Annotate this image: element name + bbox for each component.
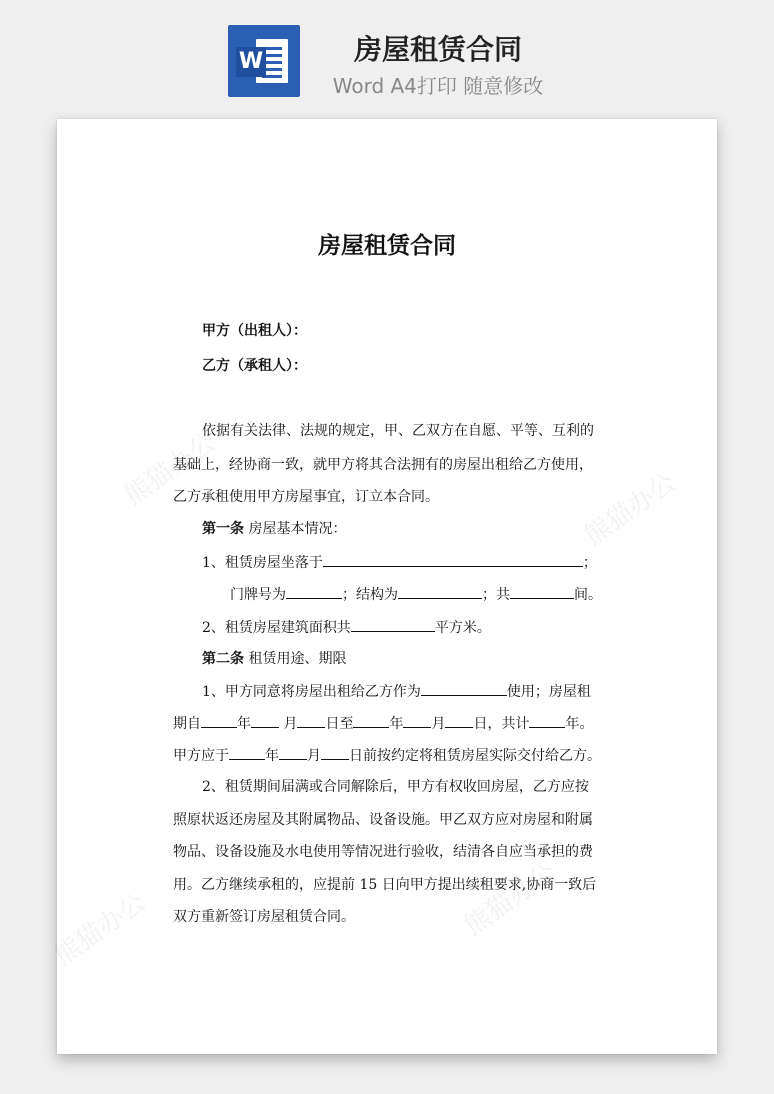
article-1-heading — [202, 519, 346, 539]
header — [0, 0, 774, 110]
text: 1、甲方同意将房屋出租给乙方作为 — [202, 684, 421, 700]
a2-item2-line: 用。乙方继续承租的，应提前 15 日向甲方提出续租要求,协商一致后 — [173, 877, 597, 893]
blank-year[interactable] — [229, 745, 265, 760]
text: 年 — [237, 716, 251, 732]
a1-item1 — [202, 552, 597, 573]
text: 平方米。 — [434, 620, 491, 636]
blank-month[interactable] — [403, 713, 431, 728]
blank-month[interactable] — [251, 713, 279, 728]
a2-item1-line1 — [202, 681, 591, 702]
text: 年 — [265, 748, 279, 764]
document-title: 房屋租赁合同 — [318, 232, 456, 259]
text: 日，共计 — [473, 716, 530, 732]
watermark: 熊猫办公 — [49, 887, 152, 972]
text: 2、租赁房屋建筑面积共 — [202, 620, 351, 636]
a2-item2-line: 2、租赁期间届满或合同解除后，甲方有权收回房屋，乙方应按 — [202, 779, 589, 795]
blank-house-number[interactable] — [286, 584, 342, 599]
watermark: 熊猫办公 — [459, 857, 562, 942]
text: 期自 — [173, 716, 201, 732]
header-subtitle: Word A4打印 随意修改 — [332, 74, 544, 98]
intro-line: 基础上，经协商一致，就甲方将其合法拥有的房屋出租给乙方使用， — [173, 457, 593, 473]
blank-address[interactable] — [323, 552, 583, 567]
a1-item1-prefix: 1、租赁房屋坐落于 — [202, 555, 323, 571]
blank-year[interactable] — [353, 713, 389, 728]
header-title: 房屋租赁合同 — [353, 33, 522, 66]
a2-item2-line: 照原状返还房屋及其附属物品、设备设施。甲乙双方应对房屋和附属 — [173, 812, 593, 828]
blank-area[interactable] — [351, 617, 435, 632]
article-1-label: 第一条 — [202, 521, 244, 537]
watermark: 熊猫办公 — [579, 467, 682, 552]
text: 使用；房屋租 — [506, 684, 591, 700]
party-a: 甲方（出租人）： — [202, 323, 307, 339]
blank-day[interactable] — [297, 713, 325, 728]
a2-item2-line: 双方重新签订房屋租赁合同。 — [173, 909, 355, 925]
party-b: 乙方（承租人）： — [202, 358, 307, 374]
article-2-label: 第二条 — [202, 651, 244, 667]
text: 间。 — [574, 587, 602, 603]
word-letter: W — [236, 47, 266, 77]
a1-item1b — [230, 584, 602, 605]
word-icon — [228, 25, 300, 97]
intro-line: 乙方承租使用甲方房屋事宜，订立本合同。 — [173, 489, 439, 505]
article-2-heading — [202, 649, 346, 669]
text: 日至 — [325, 716, 354, 732]
intro-line: 依据有关法律、法规的规定，甲、乙双方在自愿、平等、互利的 — [202, 423, 594, 439]
text: 月 — [307, 748, 321, 764]
blank-rooms[interactable] — [510, 584, 574, 599]
a1-item2 — [202, 617, 491, 638]
text: 甲方应于 — [173, 748, 229, 764]
article-1-title: 房屋基本情况： — [248, 521, 347, 537]
text: 年 — [389, 716, 404, 732]
text: ；共 — [482, 587, 510, 603]
text: ；结构为 — [342, 587, 398, 603]
text: 门牌号为 — [230, 587, 286, 603]
text: 日前按约定将租赁房屋实际交付给乙方。 — [349, 748, 601, 764]
blank-day[interactable] — [445, 713, 473, 728]
text: 月 — [431, 716, 446, 732]
text: 年。 — [565, 716, 594, 732]
blank-year[interactable] — [201, 713, 237, 728]
text: 月 — [283, 716, 298, 732]
article-2-title: 租赁用途、期限 — [248, 651, 347, 667]
a2-item2-line: 物品、设备设施及水电使用等情况进行验收，结清各自应当承担的费 — [173, 844, 593, 860]
blank-day[interactable] — [321, 745, 349, 760]
blank-years-total[interactable] — [529, 713, 565, 728]
blank-usage[interactable] — [421, 681, 507, 696]
watermark: 熊猫办公 — [119, 427, 222, 512]
document-page — [49, 119, 717, 1054]
blank-structure[interactable] — [398, 584, 482, 599]
a2-item1-line2 — [173, 713, 593, 734]
a1-item1-suffix: ； — [582, 555, 597, 571]
a2-item1-line3 — [173, 745, 601, 766]
blank-month[interactable] — [279, 745, 307, 760]
